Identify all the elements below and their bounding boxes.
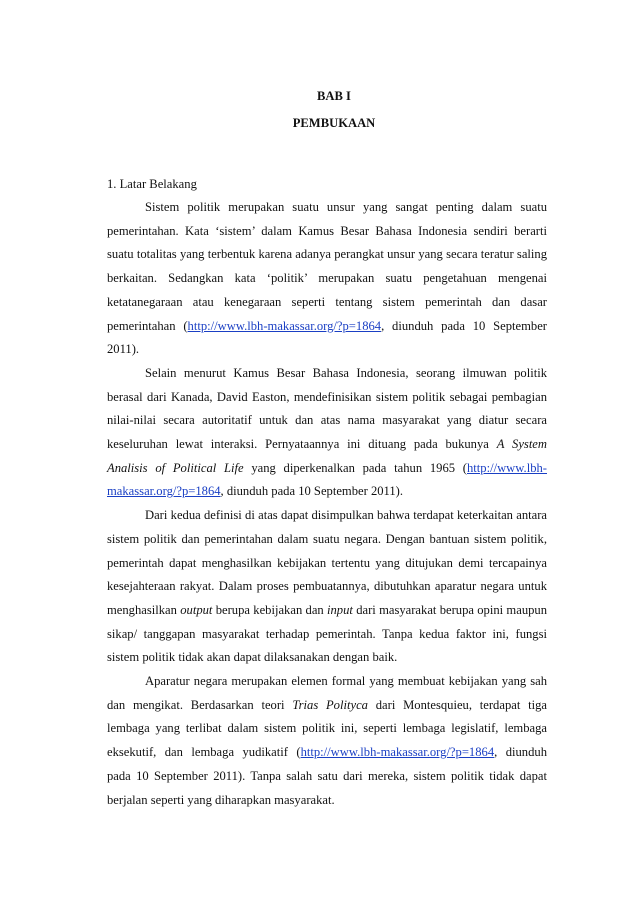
source-link[interactable]: http://www.lbh-makassar.org/?p=1864: [300, 745, 495, 760]
chapter-label: BAB I: [317, 89, 351, 103]
paragraph-1-text-b: , diunduh pada 10 September 2011).: [107, 318, 547, 357]
paragraph-4: [107, 670, 547, 812]
paragraph-3-text-a: Dari kedua definisi di atas dapat disimpulkan bahwa terdapat keterkaitan antara sistem politik dan pemerintahan dalam suatu negara. Dengan bantuan sistem politik, pemerintah dapat menghasilkan kebijakan tertentu yang ditujukan demi tercapainya kesejahteraan rakyat. Dalam proses pembuatannya, dibutuhkan aparatur negara untuk menghasilkan: [107, 508, 547, 617]
paragraph-3: [107, 504, 547, 670]
source-link[interactable]: http://www.lbh-makassar.org/?p=1864: [187, 318, 382, 333]
paragraph-4-text-a: Aparatur negara merupakan elemen formal yang membuat kebijakan yang sah dan mengikat. Berdasarkan teori: [107, 674, 547, 712]
chapter-title: PEMBUKAAN: [292, 116, 376, 130]
paragraph-3-text-c: dari masyarakat berupa opini maupun sikap/ tanggapan masyarakat terhadap pemerintah. Tanpa kedua faktor ini, fungsi sistem politik tidak akan dapat dilaksanakan dengan baik.: [107, 602, 548, 665]
paragraph-2-text-a: Selain menurut Kamus Besar Bahasa Indonesia, seorang ilmuwan politik berasal dari Kanada, David Easton, mendefinisikan sistem politik sebagai pembagian nilai-nilai secara autoritatif untuk dan atas nama masyarakat yang diatur secara keseluruhan lewat interaksi. Pernyataannya ini dituang pada bukunya: [107, 365, 547, 452]
paragraph-2: [107, 362, 547, 504]
input-term: input: [327, 602, 353, 617]
output-term: output: [180, 602, 213, 617]
paragraph-2-text-c: , diunduh pada 10 September 2011).: [220, 484, 404, 499]
source-link[interactable]: http://www.lbh-makassar.org/?p=1864: [107, 460, 547, 499]
section-title: 1. Latar Belakang: [107, 177, 197, 191]
paragraph-1: [107, 196, 547, 362]
body-text: [107, 196, 547, 812]
paragraph-2-text-b: yang diperkenalkan pada tahun 1965 (: [243, 460, 467, 475]
paragraph-1-text-a: Sistem politik merupakan suatu unsur yang sangat penting dalam suatu pemerintahan. Kata ‘sistem’ dalam Kamus Besar Bahasa Indonesia sendiri berarti suatu totalitas yang terbentuk karena adanya perangkat unsur yang secara teratur saling berkaitan. Sedangkan kata ‘politik’ merupakan suatu pengetahuan mengenai ketatanegaraan atau kenegaraan seperti tentang sistem pemerintah dan dasar pemerintahan (: [107, 200, 547, 333]
paragraph-4-text-c: , diunduh pada 10 September 2011). Tanpa salah satu dari mereka, sistem politik tidak dapat berjalan seperti yang diharapkan masyarakat.: [107, 745, 547, 807]
book-title: A System Analisis of Political Life: [107, 437, 547, 475]
paragraph-4-text-b: dari Montesquieu, terdapat tiga lembaga yang terlibat dalam sistem politik ini, seperti lembaga legislatif, lembaga eksekutif, dan lembaga yudikatif (: [107, 697, 547, 760]
paragraph-3-text-b: berupa kebijakan dan: [212, 602, 328, 617]
theory-term: Trias Polityca: [292, 697, 368, 712]
